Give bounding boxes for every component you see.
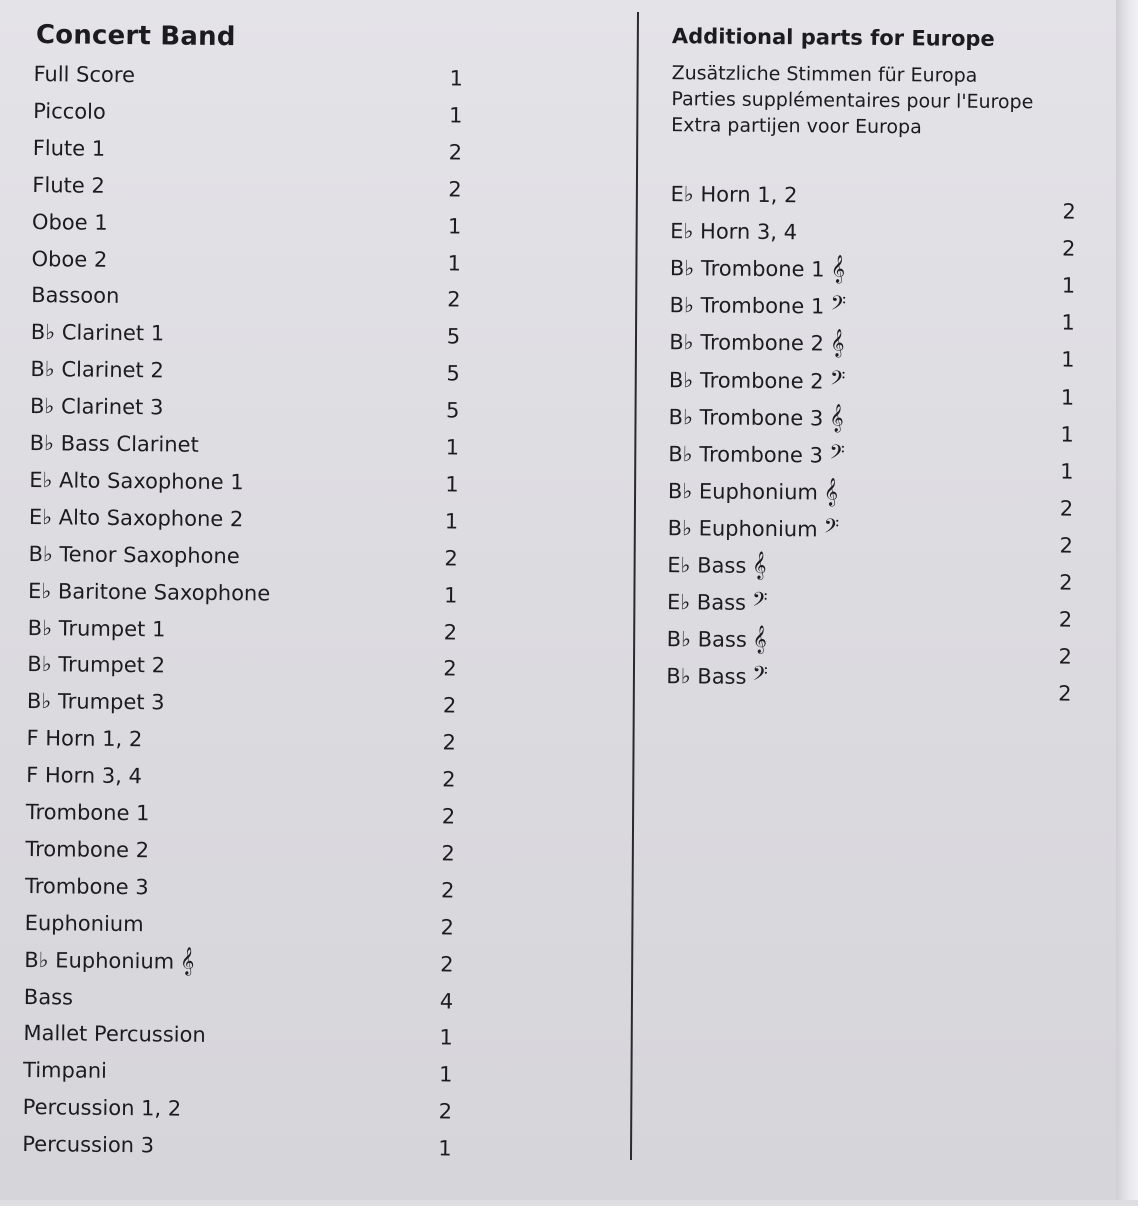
bass-clef-icon: 𝄢 bbox=[752, 662, 768, 691]
part-count: 2 bbox=[438, 1099, 453, 1124]
part-name: F Horn 1, 2 bbox=[26, 726, 143, 752]
part-count: 1 bbox=[1060, 385, 1075, 410]
part-name: Percussion 1, 2 bbox=[22, 1095, 182, 1121]
part-name: Bassoon bbox=[31, 283, 120, 309]
part-count: 1 bbox=[444, 509, 459, 534]
part-row bbox=[670, 182, 1092, 224]
part-count: 2 bbox=[444, 546, 458, 571]
part-count: 1 bbox=[438, 1062, 453, 1087]
treble-clef-icon: 𝄞 bbox=[823, 477, 839, 506]
bass-clef-icon: 𝄢 bbox=[829, 440, 845, 469]
part-count: 1 bbox=[1061, 273, 1076, 298]
part-name: E♭ Bass bbox=[667, 553, 747, 578]
part-name: Oboe 2 bbox=[31, 246, 108, 272]
bass-clef-icon: 𝄢 bbox=[830, 291, 847, 320]
part-row bbox=[669, 328, 1091, 373]
part-count: 2 bbox=[440, 915, 455, 940]
part-count: 2 bbox=[442, 693, 457, 718]
part-name: B♭ Trombone 2 bbox=[669, 330, 825, 356]
bass-clef-icon: 𝄢 bbox=[823, 514, 840, 543]
part-count: 1 bbox=[1060, 459, 1074, 484]
part-name: E♭ Baritone Saxophone bbox=[28, 578, 271, 606]
part-name: B♭ Trombone 3 bbox=[668, 441, 824, 468]
part-count: 1 bbox=[1061, 310, 1075, 335]
part-name: Oboe 1 bbox=[31, 209, 108, 235]
part-name: Flute 1 bbox=[32, 135, 106, 161]
part-row bbox=[666, 662, 1088, 706]
part-count: 2 bbox=[1062, 199, 1076, 224]
part-name: E♭ Horn 1, 2 bbox=[670, 182, 798, 208]
part-row bbox=[669, 254, 1092, 298]
part-name: B♭ Trumpet 2 bbox=[27, 652, 166, 678]
part-count: 2 bbox=[447, 287, 461, 312]
part-count: 1 bbox=[449, 103, 463, 128]
part-name: B♭ Tenor Saxophone bbox=[28, 541, 240, 568]
part-count: 1 bbox=[449, 66, 464, 91]
part-count: 5 bbox=[445, 398, 460, 423]
part-name: B♭ Bass bbox=[666, 627, 747, 652]
bass-clef-icon: 𝄢 bbox=[751, 587, 768, 617]
part-row bbox=[669, 291, 1091, 335]
subtitle-german: Zusätzliche Stimmen für Europa bbox=[671, 62, 978, 87]
concert-band-title: Concert Band bbox=[35, 20, 236, 53]
part-count: 2 bbox=[448, 140, 463, 165]
part-name: Trombone 1 bbox=[25, 799, 150, 826]
part-name: B♭ Trombone 1 bbox=[669, 256, 825, 282]
part-name: B♭ Clarinet 3 bbox=[29, 394, 164, 420]
bass-clef-icon: 𝄢 bbox=[829, 365, 846, 395]
part-name: Trombone 2 bbox=[25, 836, 150, 863]
part-name: Full Score bbox=[33, 62, 136, 88]
part-name: E♭ Bass bbox=[666, 590, 747, 615]
part-name: B♭ Bass bbox=[666, 664, 747, 690]
part-count: 1 bbox=[445, 472, 459, 497]
part-count: 2 bbox=[1062, 236, 1076, 261]
part-row bbox=[667, 550, 1089, 595]
part-name: Flute 2 bbox=[32, 172, 105, 198]
part-name: Piccolo bbox=[33, 98, 106, 124]
part-count: 2 bbox=[448, 177, 462, 202]
part-count: 4 bbox=[439, 988, 454, 1013]
part-count: 2 bbox=[1058, 607, 1073, 632]
part-row bbox=[666, 587, 1089, 632]
europe-parts-title: Additional parts for Europe bbox=[671, 24, 995, 51]
part-row bbox=[667, 477, 1090, 521]
part-count: 1 bbox=[443, 582, 458, 608]
part-name: B♭ Euphonium bbox=[667, 515, 818, 542]
subtitle-french: Parties supplémentaires pour l'Europe bbox=[671, 88, 1034, 114]
part-name: B♭ Euphonium bbox=[24, 947, 175, 974]
part-row bbox=[666, 625, 1089, 669]
part-count: 1 bbox=[438, 1136, 452, 1161]
treble-clef-icon: 𝄞 bbox=[829, 403, 844, 432]
part-count: 2 bbox=[1059, 570, 1073, 595]
part-name: Mallet Percussion bbox=[23, 1021, 206, 1048]
treble-clef-icon: 𝄞 bbox=[180, 946, 195, 975]
part-name: B♭ Euphonium bbox=[667, 478, 819, 505]
part-count: 2 bbox=[440, 878, 455, 903]
part-count: 2 bbox=[441, 804, 456, 829]
part-name: Euphonium bbox=[24, 910, 144, 936]
part-row bbox=[668, 440, 1090, 484]
part-count: 5 bbox=[446, 361, 460, 386]
part-count: 2 bbox=[1058, 644, 1073, 669]
part-name: B♭ Trombone 1 bbox=[669, 293, 825, 319]
part-name: F Horn 3, 4 bbox=[26, 763, 143, 789]
part-name: B♭ Clarinet 1 bbox=[30, 320, 165, 346]
part-count: 2 bbox=[442, 730, 457, 755]
part-count: 1 bbox=[445, 435, 460, 460]
subtitle-dutch: Extra partijen voor Europa bbox=[671, 114, 922, 139]
part-name: B♭ Bass Clarinet bbox=[29, 431, 199, 457]
part-name: B♭ Trumpet 3 bbox=[26, 689, 165, 715]
part-count: 2 bbox=[440, 951, 454, 977]
part-name: B♭ Trombone 2 bbox=[668, 367, 824, 393]
part-name: Timpani bbox=[22, 1058, 108, 1084]
part-row bbox=[670, 219, 1092, 261]
treble-clef-icon: 𝄞 bbox=[752, 550, 767, 579]
part-name: E♭ Horn 3, 4 bbox=[670, 219, 798, 245]
part-count: 2 bbox=[443, 656, 457, 681]
part-name: B♭ Clarinet 2 bbox=[30, 357, 164, 383]
part-count: 2 bbox=[1059, 496, 1074, 521]
part-name: E♭ Alto Saxophone 1 bbox=[29, 467, 244, 495]
part-count: 1 bbox=[1061, 347, 1075, 373]
part-row bbox=[667, 514, 1089, 558]
part-name: Percussion 3 bbox=[22, 1132, 155, 1158]
part-count: 1 bbox=[1060, 422, 1074, 447]
part-count: 5 bbox=[446, 324, 461, 349]
part-count: 1 bbox=[447, 250, 462, 276]
part-count: 2 bbox=[442, 767, 456, 792]
part-name: B♭ Trombone 3 bbox=[668, 404, 824, 431]
part-name: E♭ Alto Saxophone 2 bbox=[28, 504, 244, 532]
part-row bbox=[668, 365, 1091, 410]
part-count: 2 bbox=[1058, 681, 1072, 706]
treble-clef-icon: 𝄞 bbox=[752, 625, 767, 654]
part-count: 2 bbox=[1059, 533, 1073, 558]
treble-clef-icon: 𝄞 bbox=[830, 254, 846, 283]
part-count: 1 bbox=[439, 1025, 453, 1050]
part-name: B♭ Trumpet 1 bbox=[27, 615, 166, 641]
part-name: Bass bbox=[23, 984, 74, 1010]
part-count: 1 bbox=[447, 213, 462, 239]
part-count: 2 bbox=[441, 841, 455, 866]
part-count: 2 bbox=[443, 619, 458, 645]
part-name: Trombone 3 bbox=[24, 873, 149, 900]
part-row bbox=[668, 403, 1090, 447]
treble-clef-icon: 𝄞 bbox=[830, 328, 845, 358]
